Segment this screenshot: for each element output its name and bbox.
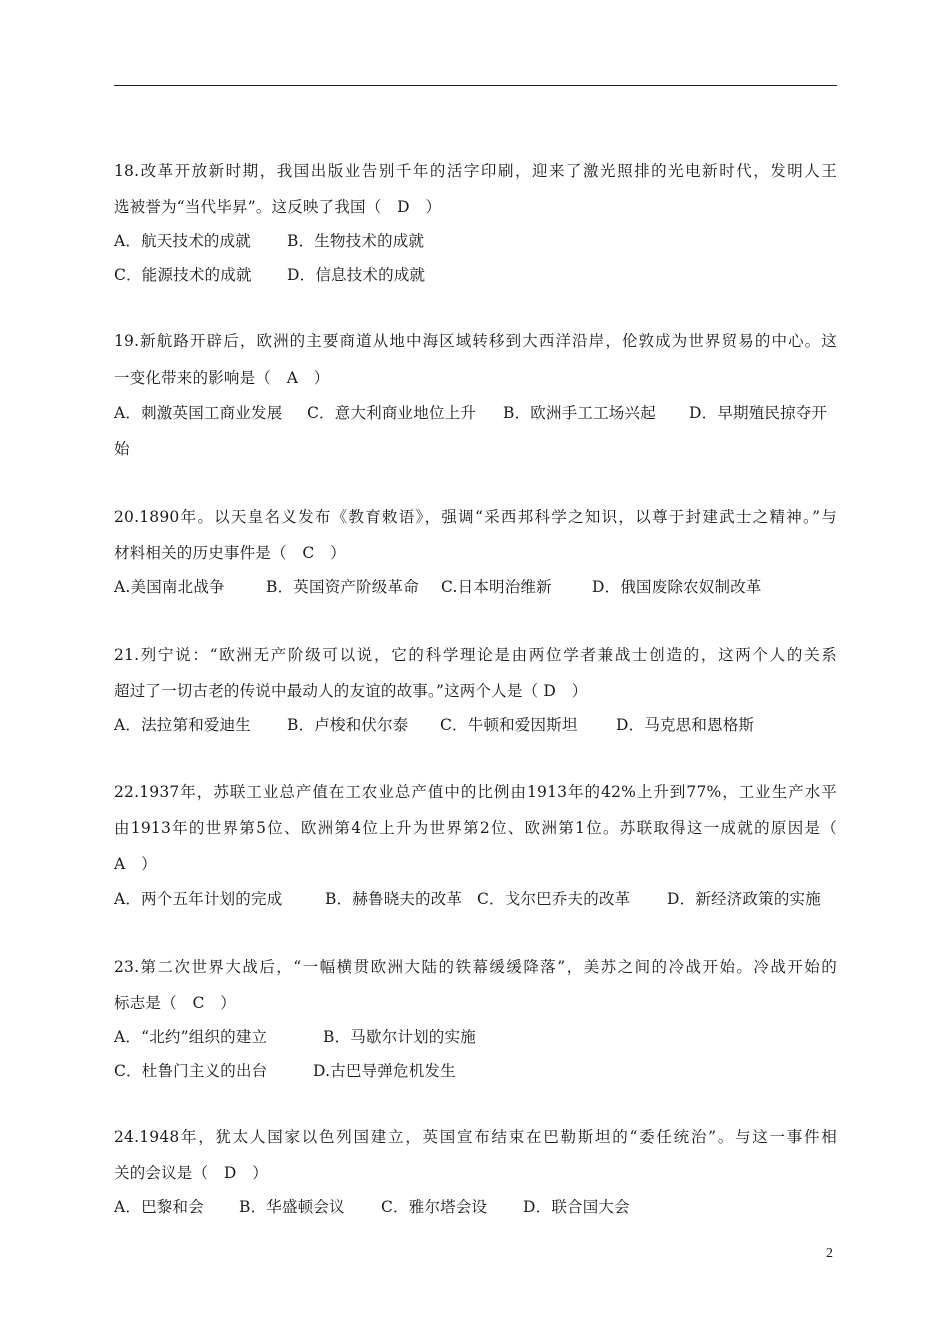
option: D．联合国大会: [523, 1198, 630, 1216]
question-19-stem-line-1: 19.新航路开辟后，欧洲的主要商道从地中海区域转移到大西洋沿岸，伦敦成为世界贸易的中心。这: [114, 332, 837, 350]
question-23-options-row-1: [114, 1027, 476, 1047]
option: D.古巴导弹危机发生: [313, 1062, 456, 1080]
question-21-stem-line-2: 超过了一切古老的传说中最动人的友谊的故事。”这两个人是（ D ）: [114, 682, 588, 700]
option: C．能源技术的成就: [114, 266, 252, 284]
option: B．卢梭和伏尔泰: [287, 716, 409, 734]
question-18-options-row-2: [114, 265, 425, 285]
option: D．信息技术的成就: [287, 266, 426, 284]
question-24-stem-line-2: 关的会议是（ D ）: [114, 1164, 268, 1182]
option: B．赫鲁晓夫的改革: [325, 890, 463, 908]
question-23-stem-line-2: 标志是（ C ）: [114, 994, 236, 1012]
option: D．马克思和恩格斯: [616, 716, 755, 734]
question-22-options-row-1: [114, 889, 821, 909]
option: A.美国南北战争: [114, 578, 225, 596]
question-20-options-row-1: [114, 577, 762, 597]
option: C．戈尔巴乔夫的改革: [477, 890, 631, 908]
option: A．巴黎和会: [114, 1198, 204, 1216]
option: B．马歇尔计划的实施: [323, 1028, 476, 1046]
question-20-stem-line-2: 材料相关的历史事件是（ C ）: [114, 544, 346, 562]
option: C．牛顿和爱因斯坦: [440, 716, 578, 734]
question-22-stem-line-1: 22.1937年，苏联工业总产值在工农业总产值中的比例由1913年的42%上升到77%，工业生产水平: [114, 783, 837, 801]
option: A．航天技术的成就: [114, 232, 251, 250]
question-22-stem-line-3: A ）: [114, 855, 157, 873]
question-24-options-row-1: [114, 1197, 630, 1217]
option: D．早期殖民掠夺开: [689, 404, 828, 422]
page-number: 2: [826, 1246, 833, 1261]
option: C．雅尔塔会设: [381, 1198, 488, 1216]
option: C．意大利商业地位上升: [307, 404, 477, 422]
question-21-stem-line-1: 21.列宁说：“欧洲无产阶级可以说，它的科学理论是由两位学者兼战士创造的，这两个人的关系: [114, 646, 837, 664]
option: D．俄国废除农奴制改革: [592, 578, 762, 596]
question-21-options-row-1: [114, 715, 754, 735]
option: A．“北约”组织的建立: [114, 1028, 268, 1046]
question-22-stem-line-2: 由1913年的世界第5位、欧洲第4位上升为世界第2位、欧洲第1位。苏联取得这一成就的原因是（: [114, 819, 837, 837]
option: B．华盛顿会议: [239, 1198, 345, 1216]
question-19-options-row-1: [114, 403, 827, 423]
option: C.日本明治维新: [441, 578, 552, 596]
option: B．生物技术的成就: [287, 232, 425, 250]
option: A．两个五年计划的完成: [114, 890, 283, 908]
question-24-stem-line-1: 24.1948年，犹太人国家以色列国建立，英国宣布结束在巴勒斯坦的“委任统治”。与这一事件相: [114, 1128, 837, 1146]
question-18-stem-line-2: 选被誉为“当代毕昇”。这反映了我国（ D ）: [114, 198, 442, 216]
question-18-options-row-1: [114, 231, 424, 251]
option: A．刺激英国工商业发展: [114, 404, 283, 422]
option: A．法拉第和爱迪生: [114, 716, 251, 734]
question-23-stem-line-1: 23.第二次世界大战后，“一幅横贯欧洲大陆的铁幕缓缓降落”，美苏之间的冷战开始。冷战开始的: [114, 958, 837, 976]
header-rule: [114, 85, 837, 86]
question-23-options-row-2: [114, 1061, 456, 1081]
question-19-options-row-2: 始: [114, 440, 130, 458]
option: B．欧洲手工工场兴起: [503, 404, 656, 422]
option: D．新经济政策的实施: [667, 890, 821, 908]
option: C．杜鲁门主义的出台: [114, 1062, 268, 1080]
question-20-stem-line-1: 20.1890年。以天皇名义发布《教育敕语》，强调“采西邦科学之知识，以尊于封建武士之精神。”与: [114, 508, 837, 526]
question-18-stem-line-1: 18.改革开放新时期，我国出版业告别千年的活字印刷，迎来了激光照排的光电新时代，发明人王: [114, 162, 837, 180]
question-19-stem-line-2: 一变化带来的影响是（ A ）: [114, 369, 330, 387]
option: B．英国资产阶级革命: [266, 578, 419, 596]
